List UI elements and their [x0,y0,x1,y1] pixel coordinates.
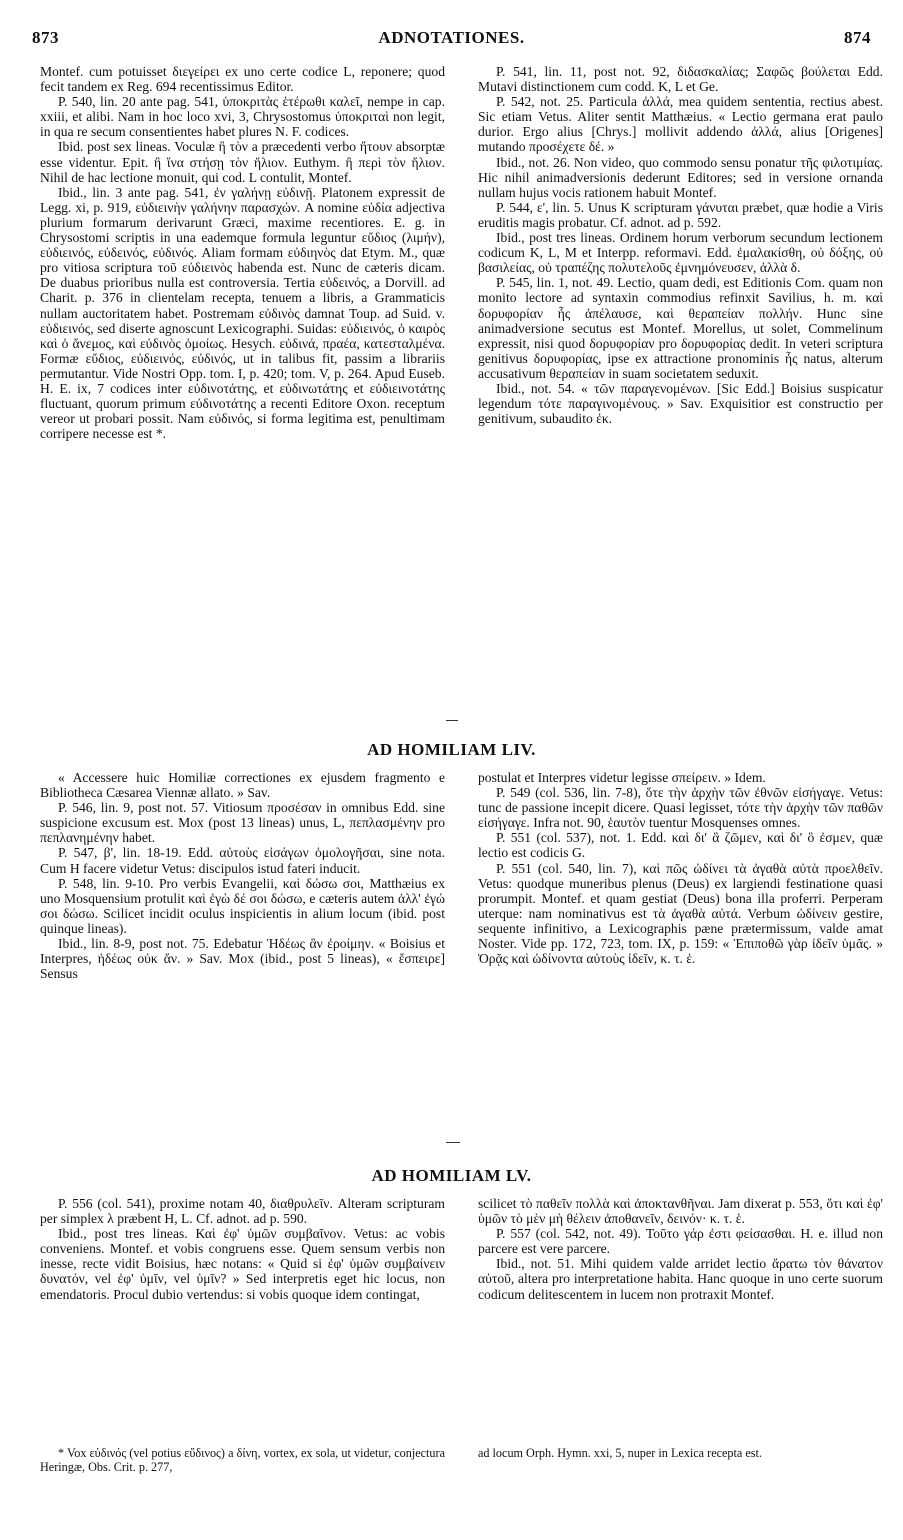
note-paragraph: Ibid. post sex lineas. Voculæ ἢ τὸν a præcedenti verbo ἤτουν absorptæ esse videntur. Epit. ἢ ἵνα στήσῃ τὸν ἥλιον. Euthym. ἢ περὶ τὸν ἥλιον. Nihil de hac lectione monuit, qui cod. L contulit, Montef. [40,139,445,185]
note-paragraph: P. 541, lin. 11, post not. 92, διδασκαλίας; Σαφῶς βούλεται Edd. Mutavi distinctionem cum codd. K, L et Ge. [478,64,883,95]
note-paragraph: P. 546, lin. 9, post not. 57. Vitiosum προσέσαν in omnibus Edd. sine suspicione excusum est. Mox (post 13 lineas) unus, L, πεπλασμένην pro πεπλανημένην habet. [40,800,445,846]
note-paragraph: P. 548, lin. 9-10. Pro verbis Evangelii, καὶ δώσω σοι, Matthæius ex uno Mosquensium protulit καὶ ἐγὼ δέ σοι δώσω, e cæteris autem ἀλλ' ἐγώ σοι δώσω. Scilicet incidit oculus inspicientis in alium locum (ibid. post quinque lineas). [40,875,445,936]
section-3-left-column [40,1196,445,1302]
section-3-right-column [478,1196,883,1302]
footnote-columns [40,1446,883,1474]
section-divider [446,1142,460,1143]
section-1-right-column [478,64,883,441]
note-paragraph: Ibid., post tres lineas. Ordinem horum verborum secundum lectionem codicum K, L, M et Interpp. reformavi. Edd. ἐμαλακίσθη, οὐ δόξης, οὐ βασιλείας, οὐ τραπέζης πολυτελοῦς ἐμνημόνευσεν, ἀλλὰ δ. [478,230,883,276]
running-title: ADNOTATIONES. [378,28,525,47]
note-paragraph: Ibid., not. 51. Mihi quidem valde arridet lectio ἄρατω τὸν θάνατον αὐτοῦ, altera pro interpretatione habita. Hanc quoque in uno certe suorum codicum delitescentem in lucem non protraxit Montef. [478,1256,883,1302]
page-number-right: 874 [844,28,871,47]
note-paragraph: Ibid., post tres lineas. Καὶ ἐφ' ὑμῶν συμβαῖνον. Vetus: ac vobis conveniens. Montef. et vobis congruens esse. Quem sensum verbis non inesse, recte vidit Boisius, hæc notans: « Quid si ἐφ' ὑμῶν συμβαίνειν δυνατόν, vel ἐφ' ὑμῖν, vel ὑμῖν? » Sed interpretis eget hic locus, non emendatoris. Procul dubio vertendus: si vobis quoque idem contingat, [40,1226,445,1302]
footnote-left [40,1446,445,1474]
note-paragraph: P. 544, ε', lin. 5. Unus K scripturam γάνυται præbet, quæ hodie a Viris eruditis magis probatur. Cf. adnot. ad p. 592. [478,199,883,230]
note-paragraph: Ibid., lin. 8-9, post not. 75. Edebatur Ἡδέως ἂν ἐροίμην. « Boisius et Interpres, ἡδέως οὐκ ἄν. » Sav. Mox (ibid., post 5 lineas), « ἔσπειρε] Sensus [40,936,445,982]
section-3-columns [40,1196,883,1302]
footnote-text: * Vox εὐδινός (vel potius εὔδινος) a δίνη, vortex, ex sola, ut videtur, conjectura Heringæ, Obs. Crit. p. 277, [40,1446,445,1474]
note-paragraph: P. 545, lin. 1, not. 49. Lectio, quam dedi, est Editionis Com. quam non monito lectore ad syntaxin commodius refinxit Savilius, h. m. καὶ δορυφορίαν ἧς ἀπέλαυσε, καὶ θεραπείαν πολλήν. Hunc sine animadversione secutus est Montef. Morellus, ut solet, Commelinum expressit, nisi quod δορυφορίαν pro δορυφορίας dedit. In veteri scriptura genitivus δορυφορίας, ipse ex attractione pronominis ἧς natus, alterum accusativum θεραπείαν in suam societatem seduxit. [478,275,883,381]
note-paragraph: P. 556 (col. 541), proxime notam 40, διαθρυλεῖν. Alteram scripturam per simplex λ præbent H, L. Cf. adnot. ad p. 590. [40,1196,445,1227]
note-paragraph: P. 540, lin. 20 ante pag. 541, ὑποκριτὰς ἑτέρωθι καλεῖ, nempe in cap. xxiii, et alibi. Nam in hoc loco xvi, 3, Chrysostomus ὑποκριταὶ non legit, in qua re secum consentientes habet plures N. F. codices. [40,94,445,140]
note-paragraph: Ibid., lin. 3 ante pag. 541, ἐν γαλήνῃ εὐδινῇ. Platonem expressit de Legg. xi, p. 919, εὐδιεινὴν γαλήνην παρασχών. A nomine εὐδία adjectiva plurium formarum derivarunt Græci, maxime recentiores. E. g. in Chrysostomi scriptis in una eademque formula leguntur εὔδιος (λιμήν), εὐδιεινός, εὐδεινός, εὐδινός. Aliam formam εὐδιηνὸς dat Etym. M., quæ pro vitiosa scriptura τοῦ εὐδιεινὸς habenda est. Nunc de cæteris dicam. De duabus prioribus nulla est controversia. Tertia εὐδεινός, a Dorvill. ad Charit. p. 376 in clientelam recepta, tenuem a libris, a Grammaticis nullam auctoritatem habet. Postremam εὐδινὸς damnat Toup. ad Suid. v. εὐδιεινός, sed diserte agnoscunt Lexicographi. Suidas: εὐδιεινός, ὁ καιρὸς καὶ ὁ ἄνεμος, καὶ εὐδινὸς ὁμοίως. Hesych. εὐδινά, πραέα, κατεσταλμένα. Formæ εὔδιος, εὐδιεινός, εὐδινός, ut in talibus fit, passim a librariis permutantur. Vide Nostri Opp. tom. I, p. 420; tom. V, p. 264. Apud Euseb. H. E. ix, 7 codices inter εὐδινοτάτης, et εὐδινωτάτης et εὐδιεινοτάτης fluctuant, quorum primum εὐδινοτάτης a recenti Editore Oxon. receptum vereor ut probari possit. Nam εὐδινός, si forma legitima est, penultimam corripere necesse est *. [40,184,445,442]
note-paragraph: P. 542, not. 25. Particula ἀλλά, mea quidem sententia, rectius abest. Sic etiam Vetus. Aliter sentit Matthæius. « Lectio germana erat paulo durior. Ergo alius [Chrys.] mollivit addendo ἀλλά, alius [Origenes] mutando προσέχετε δέ. » [478,94,883,155]
note-paragraph: Montef. cum potuisset διεγείρει ex uno certe codice L, reponere; quod fecit tandem ex Reg. 694 recentissimus Editor. [40,64,445,95]
page-number-left: 873 [32,28,59,47]
section-2-right-column [478,770,883,981]
section-heading-homily-55: AD HOMILIAM LV. [371,1166,532,1185]
section-2-columns [40,770,883,981]
footnote-right [478,1446,883,1474]
note-paragraph: P. 551 (col. 540, lin. 7), καὶ πῶς ὠδίνει τὰ ἀγαθὰ αὐτὰ προελθεῖν. Vetus: quodque muneribus plenus (Deus) ex largiendi festinatione quasi prorumpit. Montef. et quam gestiat (Deus) bona illa proferri. Perperam uterque: nam nominativus est τὰ ἀγαθὰ αὐτά. Verbum ὠδίνειν gestire, sequente infinitivo, a Lexicographis pæne prætermissum, valde amat Noster. Vide pp. 172, 723, tom. IX, p. 159: « Ἐπιποθῶ γὰρ ἰδεῖν ὑμᾶς. » Ὁρᾷς καὶ ὠδίνοντα αὐτοὺς ἰδεῖν, κ. τ. ἑ. [478,860,883,967]
note-paragraph: Ibid., not. 54. « τῶν παραγενομένων. [Sic Edd.] Boisius suspicatur legendum τότε παραγινομένους. » Sav. Exquisitior est constructio per genitivum, subaudito ἐκ. [478,380,883,427]
footnote-text: ad locum Orph. Hymn. xxi, 5, nuper in Lexica recepta est. [478,1446,762,1460]
section-2-left-column [40,770,445,981]
note-paragraph: « Accessere huic Homiliæ correctiones ex ejusdem fragmento e Bibliotheca Cæsarea Viennæ allato. » Sav. [40,770,445,801]
note-paragraph: P. 557 (col. 542, not. 49). Τοῦτο γάρ ἐστι φείσασθαι. H. e. illud non parcere est vere parcere. [478,1226,883,1257]
section-divider [446,720,458,721]
note-paragraph: Ibid., not. 26. Non video, quo commodo sensu ponatur τῆς φιλοτιμίας. Hic nihil animadversionis dederunt Editores; sed in versione ornanda nullam hujus vocis rationem habuit Montef. [478,154,883,200]
section-heading-homily-54: AD HOMILIAM LIV. [367,740,536,759]
note-paragraph: P. 547, β', lin. 18-19. Edd. αὐτοὺς εἰσάγων ὁμολογῆσαι, sine nota. Cum H facere videtur Vetus: discipulos istud fateri inducit. [40,845,445,876]
section-1-left-column [40,64,445,441]
section-1-columns [40,64,883,441]
running-header [32,28,871,54]
note-paragraph: scilicet τὸ παθεῖν πολλὰ καὶ ἀποκτανθῆναι. Jam dixerat p. 553, ὅτι καὶ ἐφ' ὑμῶν τὸ μὲν μὴ θέλειν ἀποθανεῖν, δεινόν· κ. τ. ἑ. [478,1196,883,1227]
note-paragraph: P. 551 (col. 537), not. 1. Edd. καὶ δι' ἃ ζῶμεν, καὶ δι' ὃ ἐσμεν, quæ lectio est codicis G. [478,830,883,861]
note-paragraph: P. 549 (col. 536, lin. 7-8), ὅτε τὴν ἀρχὴν τῶν ἐθνῶν εἰσήγαγε. Vetus: tunc de passione incepit dicere. Quasi legisset, τότε τὴν ἀρχὴν τῶν παθῶν εἰσήγαγε. Infra not. 90, ἑαυτὸν tuentur Mosquenses omnes. [478,785,883,831]
note-paragraph: postulat et Interpres videtur legisse σπείρειν. » Idem. [478,770,766,785]
